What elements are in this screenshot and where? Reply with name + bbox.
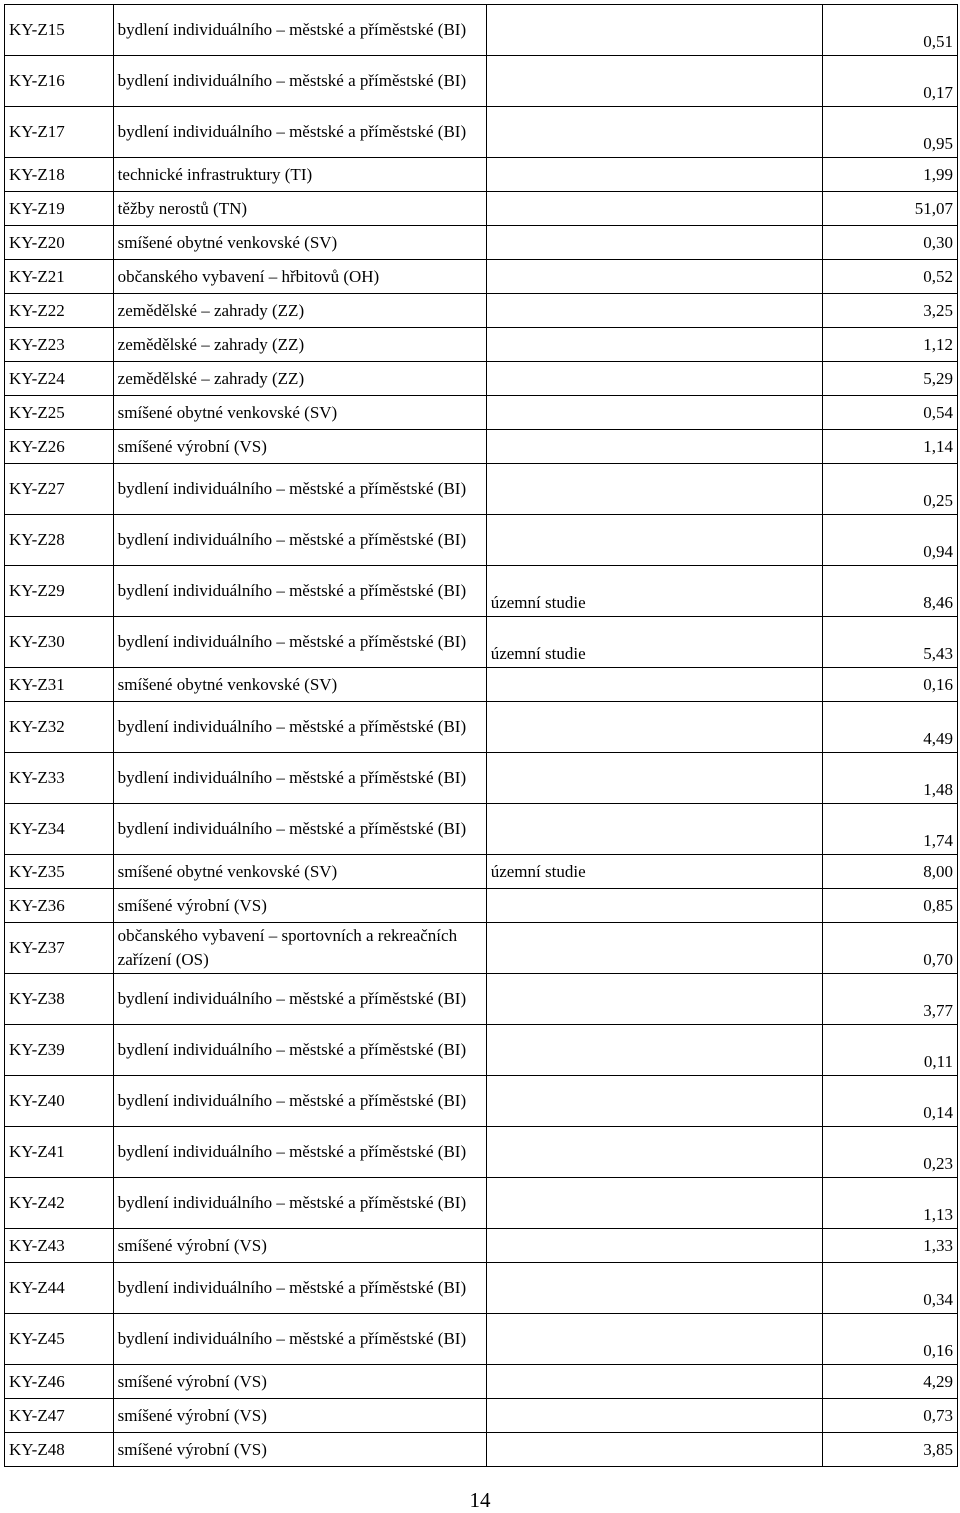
note-cell — [486, 668, 822, 702]
zone-id-cell: KY-Z39 — [5, 1025, 114, 1076]
note-cell — [486, 1399, 822, 1433]
table-row — [5, 923, 958, 974]
zone-id-cell: KY-Z22 — [5, 294, 114, 328]
land-use-cell: bydlení individuálního – městské a příměstské (BI) — [113, 1025, 486, 1076]
area-cell: 0,73 — [823, 1399, 958, 1433]
note-cell — [486, 1433, 822, 1467]
area-cell: 0,70 — [823, 923, 958, 974]
table-row — [5, 226, 958, 260]
area-cell: 0,17 — [823, 56, 958, 107]
zone-id-cell: KY-Z44 — [5, 1263, 114, 1314]
land-use-cell: smíšené obytné venkovské (SV) — [113, 855, 486, 889]
area-cell: 51,07 — [823, 192, 958, 226]
table-row — [5, 1365, 958, 1399]
area-cell: 3,77 — [823, 974, 958, 1025]
zone-id-cell: KY-Z40 — [5, 1076, 114, 1127]
table-row — [5, 1263, 958, 1314]
note-cell — [486, 294, 822, 328]
area-cell: 8,00 — [823, 855, 958, 889]
zone-id-cell: KY-Z21 — [5, 260, 114, 294]
zone-id-cell: KY-Z24 — [5, 362, 114, 396]
land-use-cell: bydlení individuálního – městské a příměstské (BI) — [113, 1127, 486, 1178]
table-row — [5, 192, 958, 226]
area-cell: 5,43 — [823, 617, 958, 668]
land-use-cell: bydlení individuálního – městské a příměstské (BI) — [113, 515, 486, 566]
note-cell — [486, 753, 822, 804]
land-use-cell: bydlení individuálního – městské a příměstské (BI) — [113, 753, 486, 804]
area-cell: 0,51 — [823, 5, 958, 56]
area-cell: 0,16 — [823, 1314, 958, 1365]
area-cell: 1,12 — [823, 328, 958, 362]
note-cell: územní studie — [486, 617, 822, 668]
area-cell: 0,54 — [823, 396, 958, 430]
table-row — [5, 362, 958, 396]
zone-id-cell: KY-Z25 — [5, 396, 114, 430]
area-cell: 3,25 — [823, 294, 958, 328]
area-cell: 1,48 — [823, 753, 958, 804]
land-use-cell: zemědělské – zahrady (ZZ) — [113, 362, 486, 396]
land-use-cell: bydlení individuálního – městské a příměstské (BI) — [113, 566, 486, 617]
area-cell: 4,49 — [823, 702, 958, 753]
table-row — [5, 107, 958, 158]
note-cell — [486, 1365, 822, 1399]
area-cell: 8,46 — [823, 566, 958, 617]
land-use-cell: těžby nerostů (TN) — [113, 192, 486, 226]
note-cell — [486, 1127, 822, 1178]
zone-id-cell: KY-Z27 — [5, 464, 114, 515]
zone-id-cell: KY-Z35 — [5, 855, 114, 889]
land-use-cell: bydlení individuálního – městské a příměstské (BI) — [113, 464, 486, 515]
zone-id-cell: KY-Z33 — [5, 753, 114, 804]
table-row — [5, 974, 958, 1025]
zone-id-cell: KY-Z30 — [5, 617, 114, 668]
table-row — [5, 396, 958, 430]
zone-id-cell: KY-Z45 — [5, 1314, 114, 1365]
area-cell: 0,14 — [823, 1076, 958, 1127]
zone-id-cell: KY-Z29 — [5, 566, 114, 617]
zone-id-cell: KY-Z47 — [5, 1399, 114, 1433]
zone-id-cell: KY-Z34 — [5, 804, 114, 855]
land-use-cell: smíšené výrobní (VS) — [113, 1365, 486, 1399]
area-cell: 0,16 — [823, 668, 958, 702]
land-use-cell: bydlení individuálního – městské a příměstské (BI) — [113, 702, 486, 753]
zone-id-cell: KY-Z23 — [5, 328, 114, 362]
area-cell: 4,29 — [823, 1365, 958, 1399]
zone-id-cell: KY-Z48 — [5, 1433, 114, 1467]
area-cell: 0,23 — [823, 1127, 958, 1178]
land-use-cell: zemědělské – zahrady (ZZ) — [113, 294, 486, 328]
area-cell: 1,14 — [823, 430, 958, 464]
zone-id-cell: KY-Z41 — [5, 1127, 114, 1178]
land-use-cell: smíšené obytné venkovské (SV) — [113, 668, 486, 702]
note-cell — [486, 515, 822, 566]
zone-id-cell: KY-Z38 — [5, 974, 114, 1025]
note-cell — [486, 328, 822, 362]
area-cell: 0,11 — [823, 1025, 958, 1076]
table-row — [5, 328, 958, 362]
zone-id-cell: KY-Z26 — [5, 430, 114, 464]
area-cell: 5,29 — [823, 362, 958, 396]
zone-id-cell: KY-Z18 — [5, 158, 114, 192]
zone-id-cell: KY-Z31 — [5, 668, 114, 702]
zone-id-cell: KY-Z37 — [5, 923, 114, 974]
table-row — [5, 1314, 958, 1365]
land-use-cell: bydlení individuálního – městské a příměstské (BI) — [113, 974, 486, 1025]
page-number: 14 — [469, 1488, 491, 1512]
note-cell — [486, 1314, 822, 1365]
land-use-cell: smíšené výrobní (VS) — [113, 889, 486, 923]
land-use-cell: občanského vybavení – sportovních a rekreačních zařízení (OS) — [113, 923, 486, 974]
land-use-cell: bydlení individuálního – městské a příměstské (BI) — [113, 804, 486, 855]
note-cell — [486, 974, 822, 1025]
area-cell: 0,30 — [823, 226, 958, 260]
note-cell — [486, 260, 822, 294]
table-row — [5, 1399, 958, 1433]
zone-id-cell: KY-Z15 — [5, 5, 114, 56]
table-row — [5, 260, 958, 294]
land-use-cell: smíšené výrobní (VS) — [113, 1399, 486, 1433]
table-row — [5, 702, 958, 753]
land-use-cell: bydlení individuálního – městské a příměstské (BI) — [113, 56, 486, 107]
area-cell: 0,25 — [823, 464, 958, 515]
zone-id-cell: KY-Z32 — [5, 702, 114, 753]
note-cell — [486, 804, 822, 855]
table-row — [5, 464, 958, 515]
note-cell — [486, 430, 822, 464]
table-row — [5, 1076, 958, 1127]
land-use-cell: bydlení individuálního – městské a příměstské (BI) — [113, 1178, 486, 1229]
zones-table-body — [5, 5, 958, 1467]
area-cell: 1,74 — [823, 804, 958, 855]
note-cell — [486, 192, 822, 226]
table-row — [5, 158, 958, 192]
land-use-cell: technické infrastruktury (TI) — [113, 158, 486, 192]
area-cell: 0,34 — [823, 1263, 958, 1314]
zone-id-cell: KY-Z16 — [5, 56, 114, 107]
note-cell — [486, 226, 822, 260]
table-row — [5, 804, 958, 855]
land-use-cell: smíšené výrobní (VS) — [113, 1229, 486, 1263]
table-row — [5, 1178, 958, 1229]
note-cell: územní studie — [486, 566, 822, 617]
table-row — [5, 1025, 958, 1076]
note-cell — [486, 702, 822, 753]
land-use-cell: bydlení individuálního – městské a příměstské (BI) — [113, 1076, 486, 1127]
table-row — [5, 56, 958, 107]
table-row — [5, 1229, 958, 1263]
land-use-cell: smíšené obytné venkovské (SV) — [113, 396, 486, 430]
land-use-cell: smíšené výrobní (VS) — [113, 430, 486, 464]
note-cell: územní studie — [486, 855, 822, 889]
area-cell: 0,95 — [823, 107, 958, 158]
area-cell: 1,33 — [823, 1229, 958, 1263]
land-use-cell: zemědělské – zahrady (ZZ) — [113, 328, 486, 362]
table-row — [5, 566, 958, 617]
land-use-cell: bydlení individuálního – městské a příměstské (BI) — [113, 617, 486, 668]
note-cell — [486, 464, 822, 515]
land-use-cell: bydlení individuálního – městské a příměstské (BI) — [113, 107, 486, 158]
land-use-cell: bydlení individuálního – městské a příměstské (BI) — [113, 1314, 486, 1365]
table-row — [5, 5, 958, 56]
land-use-cell: smíšené výrobní (VS) — [113, 1433, 486, 1467]
note-cell — [486, 1178, 822, 1229]
land-use-cell: bydlení individuálního – městské a příměstské (BI) — [113, 1263, 486, 1314]
note-cell — [486, 107, 822, 158]
table-row — [5, 430, 958, 464]
zone-id-cell: KY-Z36 — [5, 889, 114, 923]
note-cell — [486, 1025, 822, 1076]
zone-id-cell: KY-Z43 — [5, 1229, 114, 1263]
note-cell — [486, 1076, 822, 1127]
note-cell — [486, 1229, 822, 1263]
zone-id-cell: KY-Z19 — [5, 192, 114, 226]
area-cell: 0,94 — [823, 515, 958, 566]
note-cell — [486, 5, 822, 56]
table-row — [5, 753, 958, 804]
zone-id-cell: KY-Z17 — [5, 107, 114, 158]
land-use-cell: bydlení individuálního – městské a příměstské (BI) — [113, 5, 486, 56]
note-cell — [486, 158, 822, 192]
zones-table — [4, 4, 958, 1467]
land-use-cell: smíšené obytné venkovské (SV) — [113, 226, 486, 260]
land-use-cell: občanského vybavení – hřbitovů (OH) — [113, 260, 486, 294]
zone-id-cell: KY-Z20 — [5, 226, 114, 260]
note-cell — [486, 56, 822, 107]
table-row — [5, 617, 958, 668]
area-cell: 0,85 — [823, 889, 958, 923]
area-cell: 0,52 — [823, 260, 958, 294]
table-row — [5, 889, 958, 923]
note-cell — [486, 362, 822, 396]
table-row — [5, 294, 958, 328]
area-cell: 1,99 — [823, 158, 958, 192]
table-row — [5, 855, 958, 889]
note-cell — [486, 396, 822, 430]
table-row — [5, 1127, 958, 1178]
note-cell — [486, 1263, 822, 1314]
note-cell — [486, 923, 822, 974]
table-row — [5, 515, 958, 566]
table-row — [5, 1433, 958, 1467]
table-row — [5, 668, 958, 702]
zone-id-cell: KY-Z28 — [5, 515, 114, 566]
area-cell: 1,13 — [823, 1178, 958, 1229]
note-cell — [486, 889, 822, 923]
zone-id-cell: KY-Z46 — [5, 1365, 114, 1399]
area-cell: 3,85 — [823, 1433, 958, 1467]
zone-id-cell: KY-Z42 — [5, 1178, 114, 1229]
